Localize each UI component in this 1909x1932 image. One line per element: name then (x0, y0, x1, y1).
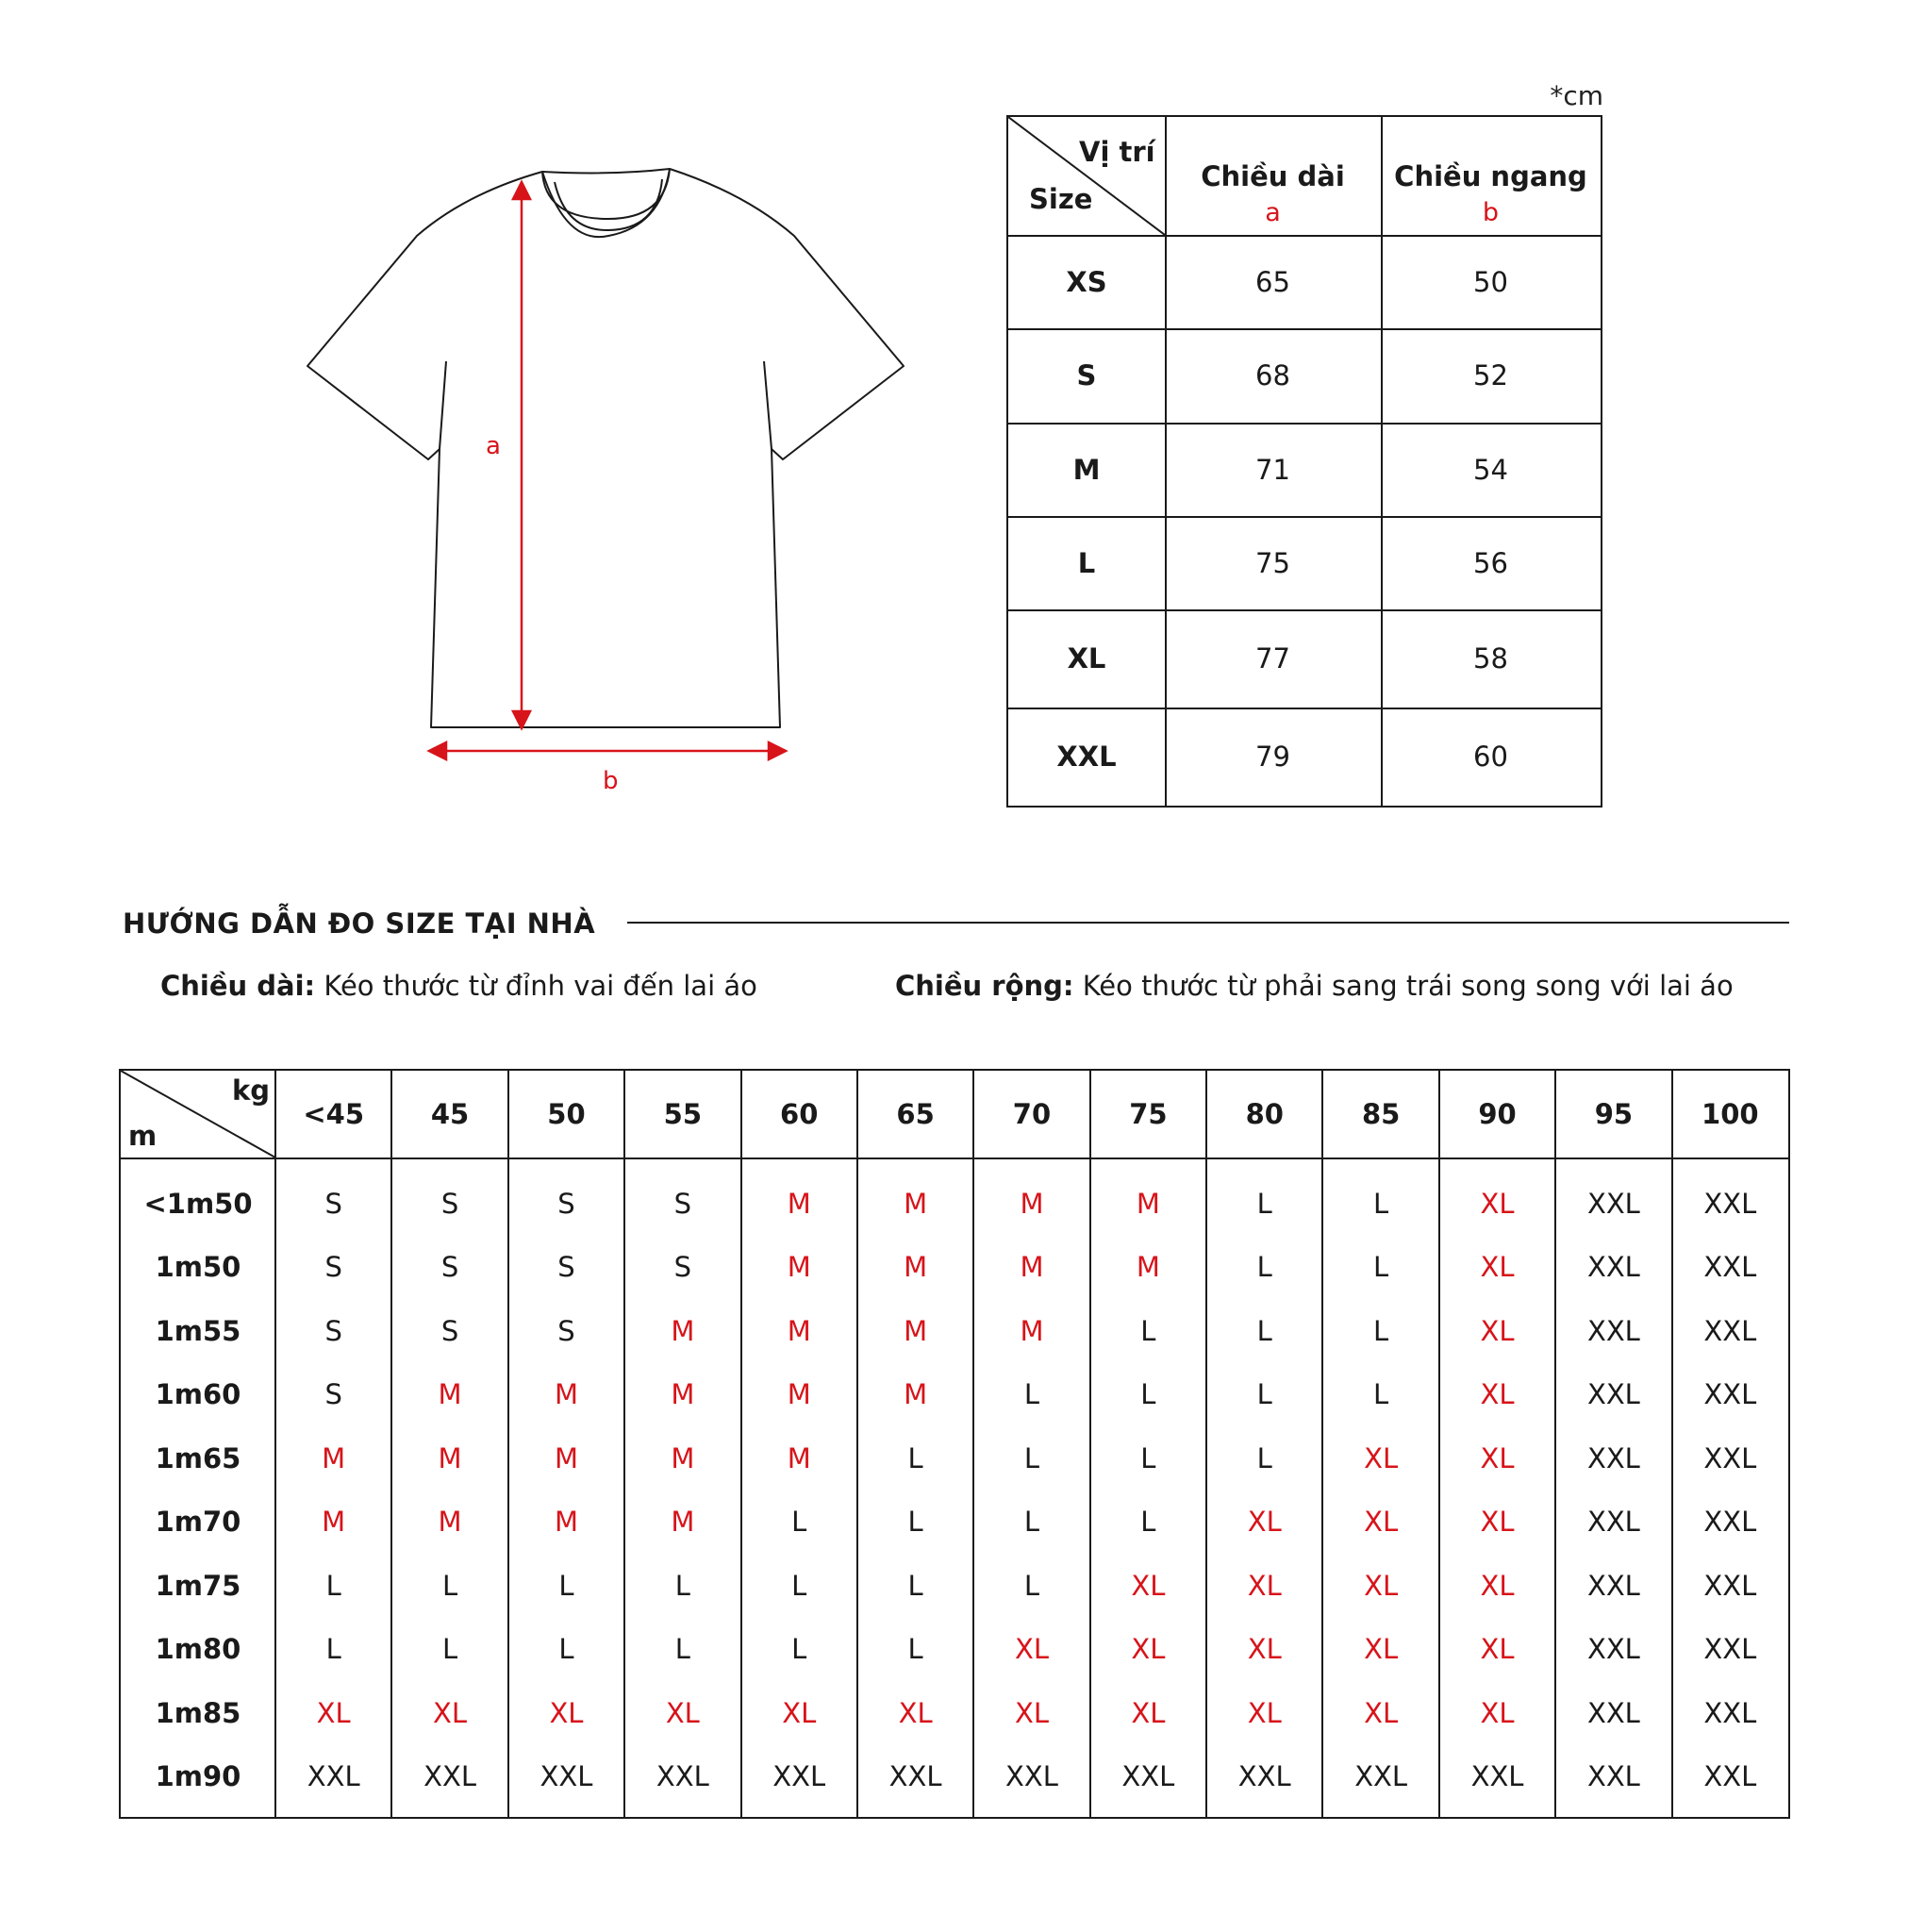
size-cell: XL (1480, 1569, 1515, 1602)
size-recommendation-table (119, 1069, 1790, 1819)
height-header: 1m70 (155, 1506, 241, 1539)
size-cell: XXL (1703, 1696, 1757, 1729)
guide-width-label: Chiều rộng: (895, 970, 1074, 1002)
size-cell: XL (1480, 1506, 1515, 1539)
size-cell: XL (1480, 1314, 1515, 1347)
size-cell: M (554, 1378, 578, 1411)
size-cell: L (1256, 1251, 1272, 1284)
size-cell: L (674, 1633, 690, 1666)
size-cell: XXL (1586, 1696, 1640, 1729)
weight-header: 90 (1478, 1098, 1517, 1130)
size-cell: XXL (1586, 1633, 1640, 1666)
size-cell: L (791, 1506, 807, 1539)
size-cell: L (1077, 546, 1096, 579)
size-cell: XXL (1470, 1760, 1524, 1793)
size-cell: M (1072, 453, 1101, 486)
size-cell: XL (1247, 1506, 1282, 1539)
size-cell: S (440, 1314, 459, 1347)
size-cell: XXL (1703, 1314, 1757, 1347)
size-cell: XL (433, 1696, 468, 1729)
guide-title: HƯỚNG DẪN ĐO SIZE TẠI NHÀ (123, 908, 596, 940)
size-cell: L (325, 1633, 341, 1666)
height-header: <1m50 (143, 1187, 253, 1220)
size-cell: XXL (540, 1760, 593, 1793)
size-cell: L (907, 1569, 923, 1602)
length-cell: 71 (1255, 453, 1290, 486)
size-cell: S (324, 1378, 342, 1411)
size-cell: XL (1247, 1569, 1282, 1602)
size-cell: M (438, 1378, 462, 1411)
size-cell: L (907, 1441, 923, 1474)
header-width (1381, 117, 1601, 235)
weight-header: 80 (1245, 1098, 1284, 1130)
size-cell: L (1023, 1506, 1040, 1539)
size-cell: S (557, 1187, 575, 1220)
size-cell: XS (1066, 265, 1107, 298)
size-cell: XXL (1703, 1569, 1757, 1602)
size-cell: L (791, 1633, 807, 1666)
size-cell: S (673, 1251, 692, 1284)
size-cell: XL (1364, 1696, 1399, 1729)
size-cell: XXL (1586, 1760, 1640, 1793)
height-header: 1m90 (155, 1760, 241, 1793)
size-cell: S (324, 1187, 342, 1220)
size-cell: M (671, 1506, 695, 1539)
size-cell: XXL (1237, 1760, 1291, 1793)
size-cell: L (1140, 1314, 1156, 1347)
corner-size-label: Size (1029, 183, 1093, 215)
header-width-sub: b (1482, 198, 1500, 227)
size-cell: S (1076, 359, 1097, 391)
weight-header: 85 (1361, 1098, 1401, 1130)
size-cell: XL (1067, 642, 1106, 675)
size-cell: M (1136, 1251, 1160, 1284)
size-cell: S (324, 1314, 342, 1347)
size-cell: M (322, 1441, 346, 1474)
weight-header: 100 (1702, 1098, 1759, 1130)
size-cell: L (907, 1633, 923, 1666)
guide-length-label: Chiều dài: (160, 970, 316, 1002)
width-cell: 56 (1473, 546, 1508, 579)
size-cell: L (1023, 1569, 1040, 1602)
header-length (1165, 117, 1381, 235)
size-cell: M (671, 1378, 695, 1411)
guide-width-text: Kéo thước từ phải sang trái song song với lai áo (1073, 970, 1734, 1002)
length-cell: 68 (1255, 359, 1290, 391)
size-cell: XL (1480, 1251, 1515, 1284)
size-cell: XXL (1703, 1441, 1757, 1474)
corner-diagonal (1008, 117, 1165, 235)
size-cell: XXL (1703, 1760, 1757, 1793)
guide-width (895, 970, 1734, 1002)
size-cell: XXL (1586, 1506, 1640, 1539)
size-cell: M (322, 1506, 346, 1539)
height-header: 1m80 (155, 1633, 241, 1666)
size-cell: XL (1131, 1569, 1166, 1602)
size-cell: M (554, 1506, 578, 1539)
size-cell: XXL (1703, 1633, 1757, 1666)
size-cell: XL (1364, 1441, 1399, 1474)
weight-header: 50 (547, 1098, 586, 1130)
size-cell: M (787, 1251, 811, 1284)
width-cell: 54 (1473, 453, 1508, 486)
size-cell: XXL (1703, 1251, 1757, 1284)
size-cell: XXL (307, 1760, 360, 1793)
size-cell: M (438, 1506, 462, 1539)
size-cell: XXL (1703, 1506, 1757, 1539)
size-cell: L (1256, 1314, 1272, 1347)
width-cell: 60 (1473, 741, 1508, 773)
width-cell: 58 (1473, 642, 1508, 675)
guide-length-text: Kéo thước từ đỉnh vai đến lai áo (315, 970, 757, 1002)
header-length-sub: a (1265, 198, 1281, 227)
height-header: 1m85 (155, 1696, 241, 1729)
size-cell: XXL (1354, 1760, 1408, 1793)
size-cell: L (1373, 1314, 1389, 1347)
unit-note: *cm (1550, 80, 1603, 111)
size-cell: XL (1480, 1187, 1515, 1220)
size-cell: XL (1480, 1633, 1515, 1666)
size-cell: M (1020, 1314, 1044, 1347)
size-table (1006, 115, 1602, 808)
corner-position-label: Vị trí (1079, 136, 1155, 168)
size-cell: M (904, 1378, 928, 1411)
size-cell: M (904, 1187, 928, 1220)
size-cell: XL (665, 1696, 700, 1729)
size-cell: XL (782, 1696, 817, 1729)
size-cell: XXL (1005, 1760, 1058, 1793)
size-cell: M (787, 1441, 811, 1474)
size-cell: XL (1014, 1633, 1049, 1666)
size-cell: L (1256, 1378, 1272, 1411)
size-cell: XL (1014, 1696, 1049, 1729)
size-cell: M (1020, 1187, 1044, 1220)
length-label: a (486, 432, 501, 460)
size-cell: M (1020, 1251, 1044, 1284)
size-cell: L (1140, 1378, 1156, 1411)
size-cell: M (787, 1187, 811, 1220)
corner-weight-label: kg (232, 1074, 271, 1107)
height-header: 1m65 (155, 1441, 241, 1474)
length-cell: 75 (1255, 546, 1290, 579)
size-cell: M (787, 1378, 811, 1411)
size-cell: XXL (1586, 1187, 1640, 1220)
size-cell: XXL (1586, 1314, 1640, 1347)
size-cell: XL (1247, 1633, 1282, 1666)
size-cell: M (671, 1441, 695, 1474)
size-cell: L (1023, 1378, 1040, 1411)
tshirt-diagram (283, 151, 943, 811)
width-label: b (603, 767, 619, 795)
weight-header: 70 (1012, 1098, 1052, 1130)
size-cell: XL (1364, 1506, 1399, 1539)
size-cell: XXL (888, 1760, 942, 1793)
header-width-title: Chiều ngang (1394, 160, 1587, 192)
size-cell: M (787, 1314, 811, 1347)
size-cell: XL (1131, 1633, 1166, 1666)
weight-header: 65 (896, 1098, 935, 1130)
size-cell: M (904, 1314, 928, 1347)
height-header: 1m60 (155, 1378, 241, 1411)
size-cell: S (324, 1251, 342, 1284)
size-cell: XXL (1056, 741, 1117, 773)
size-cell: XXL (1586, 1441, 1640, 1474)
size-cell: XL (316, 1696, 351, 1729)
size-cell: M (904, 1251, 928, 1284)
size-cell: XL (549, 1696, 584, 1729)
weight-header: 95 (1594, 1098, 1634, 1130)
table-divider (121, 1158, 1788, 1159)
size-cell: L (558, 1633, 574, 1666)
weight-header: 45 (430, 1098, 470, 1130)
size-cell: M (438, 1441, 462, 1474)
size-cell: XXL (423, 1760, 476, 1793)
width-cell: 52 (1473, 359, 1508, 391)
size-cell: S (440, 1187, 459, 1220)
size-cell: XL (1131, 1696, 1166, 1729)
size-cell: S (673, 1187, 692, 1220)
size-cell: XXL (1586, 1251, 1640, 1284)
size-cell: L (325, 1569, 341, 1602)
guide-divider (627, 922, 1789, 924)
size-cell: L (1140, 1441, 1156, 1474)
size-cell: XXL (656, 1760, 709, 1793)
size-cell: L (674, 1569, 690, 1602)
size-cell: XXL (772, 1760, 826, 1793)
size-cell: L (1023, 1441, 1040, 1474)
size-cell: L (1373, 1187, 1389, 1220)
weight-header: 75 (1129, 1098, 1168, 1130)
size-cell: S (557, 1314, 575, 1347)
size-cell: L (1140, 1506, 1156, 1539)
size-cell: XL (1247, 1696, 1282, 1729)
size-cell: L (907, 1506, 923, 1539)
size-cell: S (440, 1251, 459, 1284)
length-cell: 65 (1255, 265, 1290, 298)
size-cell: XL (1364, 1569, 1399, 1602)
size-cell: L (791, 1569, 807, 1602)
weight-header: 60 (780, 1098, 819, 1130)
size-cell: XL (1364, 1633, 1399, 1666)
size-cell: L (1373, 1251, 1389, 1284)
size-cell: XXL (1586, 1569, 1640, 1602)
size-cell: XXL (1121, 1760, 1175, 1793)
height-header: 1m75 (155, 1569, 241, 1602)
header-length-title: Chiều dài (1201, 160, 1345, 192)
size-cell: XXL (1586, 1378, 1640, 1411)
size-cell: L (1256, 1441, 1272, 1474)
size-cell: L (1373, 1378, 1389, 1411)
size-cell: XXL (1703, 1378, 1757, 1411)
size-cell: L (1256, 1187, 1272, 1220)
size-cell: S (557, 1251, 575, 1284)
size-cell: XL (1480, 1441, 1515, 1474)
width-cell: 50 (1473, 265, 1508, 298)
size-cell: XL (1480, 1696, 1515, 1729)
length-cell: 77 (1255, 642, 1290, 675)
size-cell: XXL (1703, 1187, 1757, 1220)
size-cell: L (441, 1633, 458, 1666)
length-cell: 79 (1255, 741, 1290, 773)
size-cell: M (671, 1314, 695, 1347)
size-cell: XL (1480, 1378, 1515, 1411)
corner-height-label: m (128, 1120, 158, 1152)
size-cell: L (558, 1569, 574, 1602)
guide-length (160, 970, 757, 1002)
size-cell: M (1136, 1187, 1160, 1220)
size-cell: M (554, 1441, 578, 1474)
height-header: 1m50 (155, 1251, 241, 1284)
weight-header: 55 (663, 1098, 702, 1130)
size-cell: L (441, 1569, 458, 1602)
weight-header: <45 (303, 1098, 365, 1130)
size-cell: XL (898, 1696, 933, 1729)
height-header: 1m55 (155, 1314, 241, 1347)
